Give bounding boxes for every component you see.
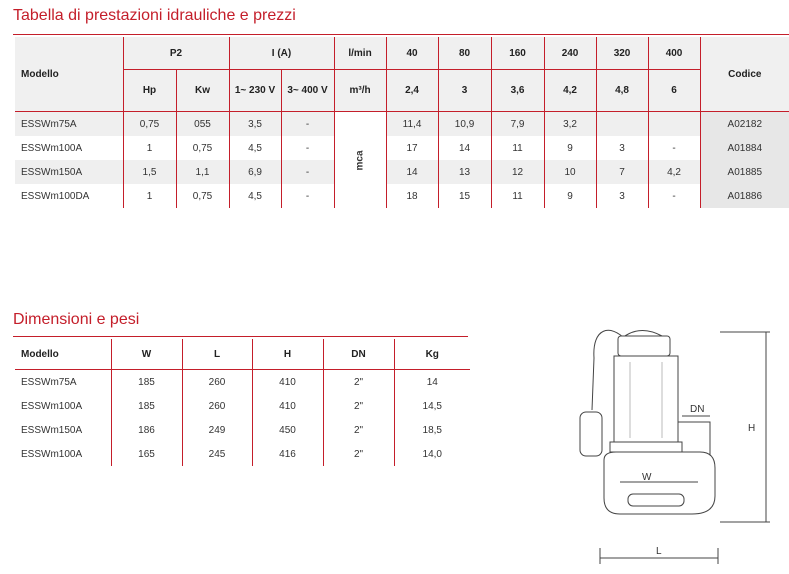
row-model: ESSWm100DA xyxy=(15,184,123,208)
header-flow-m3h: 3 xyxy=(438,70,491,112)
dim-kg: 14,5 xyxy=(422,400,442,412)
row-hp: 0,75 xyxy=(123,112,176,137)
row-kw: 1,1 xyxy=(176,160,229,184)
float-switch xyxy=(580,412,602,456)
row-head: 11 xyxy=(491,184,544,208)
header-flow-lmin: 320 xyxy=(596,37,648,70)
row-a1: 4,5 xyxy=(229,184,281,208)
row-head: 17 xyxy=(386,136,438,160)
row-head: 10,9 xyxy=(438,112,491,137)
row-a1: 3,5 xyxy=(229,112,281,137)
header-flow-m3h: 4,8 xyxy=(596,70,648,112)
dim-l: 245 xyxy=(182,442,252,466)
pump-drawing xyxy=(570,318,780,568)
dim-dn: 2" xyxy=(323,394,394,418)
table-row xyxy=(15,370,470,395)
row-head: 14 xyxy=(438,136,491,160)
dim-h: 410 xyxy=(252,394,323,418)
header-flow-m3h: 6 xyxy=(648,70,700,112)
row-head: 7,9 xyxy=(491,112,544,137)
header-lmin: l/min xyxy=(334,37,386,70)
dim-header-kg: Kg xyxy=(394,339,470,370)
performance-table xyxy=(15,37,789,208)
table-row xyxy=(15,394,470,418)
row-kw: 0,75 xyxy=(176,136,229,160)
row-a3: - xyxy=(281,184,334,208)
dim-kg: 18,5 xyxy=(422,424,442,436)
header-flow-m3h: 4,2 xyxy=(544,70,596,112)
row-code: A02182 xyxy=(700,112,789,137)
header-flow-m3h: 3,6 xyxy=(491,70,544,112)
dim-header-l: L xyxy=(182,339,252,370)
header-code: Codice xyxy=(700,37,789,112)
table-row xyxy=(15,418,470,442)
label-h: H xyxy=(748,423,756,434)
row-a1: 4,5 xyxy=(229,136,281,160)
header-kw: Kw xyxy=(176,70,229,112)
row-head: 9 xyxy=(544,184,596,208)
dim-l: 260 xyxy=(182,394,252,418)
header-current: I (A) xyxy=(229,37,334,70)
row-hp: 1,5 xyxy=(123,160,176,184)
row-model: ESSWm150A xyxy=(15,160,123,184)
dim-h: 416 xyxy=(252,442,323,466)
dimensions-title-rule xyxy=(13,336,468,337)
row-head: 3 xyxy=(596,136,648,160)
dim-header-h: H xyxy=(252,339,323,370)
row-a1: 6,9 xyxy=(229,160,281,184)
row-head: 9 xyxy=(544,136,596,160)
dim-dn: 2" xyxy=(323,370,394,395)
performance-title: Tabella di prestazioni idrauliche e prezzi xyxy=(13,7,296,24)
dim-w: 165 xyxy=(111,442,182,466)
row-head: 13 xyxy=(438,160,491,184)
row-kw: 055 xyxy=(176,112,229,137)
table-row xyxy=(15,136,789,160)
label-dn: DN xyxy=(690,404,705,415)
dimensions-title: Dimensioni e pesi xyxy=(13,311,140,328)
dim-header-w: W xyxy=(111,339,182,370)
row-head xyxy=(596,112,648,137)
header-p2: P2 xyxy=(123,37,229,70)
row-head: 3 xyxy=(596,184,648,208)
dim-dn: 2" xyxy=(323,442,394,466)
table-row xyxy=(15,442,470,466)
row-head: 11,4 xyxy=(386,112,438,137)
row-model: ESSWm100A xyxy=(15,136,123,160)
table-row xyxy=(15,184,789,208)
header-flow-lmin: 80 xyxy=(438,37,491,70)
table-row xyxy=(15,160,789,184)
dim-kg: 14 xyxy=(426,376,438,388)
row-head: - xyxy=(648,184,700,208)
header-flow-lmin: 400 xyxy=(648,37,700,70)
dim-dn: 2" xyxy=(323,418,394,442)
header-flow-m3h: 2,4 xyxy=(386,70,438,112)
row-code: A01886 xyxy=(700,184,789,208)
dim-model: ESSWm150A xyxy=(15,418,111,442)
dim-l: 249 xyxy=(182,418,252,442)
head-unit-label: mca xyxy=(354,149,366,171)
dim-model: ESSWm75A xyxy=(15,370,111,395)
dim-l: 260 xyxy=(182,370,252,395)
row-head: 15 xyxy=(438,184,491,208)
dim-w: 185 xyxy=(111,394,182,418)
row-head: 11 xyxy=(491,136,544,160)
row-hp: 1 xyxy=(123,136,176,160)
pump-base xyxy=(604,452,715,514)
dim-model: ESSWm100A xyxy=(15,442,111,466)
dim-h: 410 xyxy=(252,370,323,395)
header-flow-lmin: 40 xyxy=(386,37,438,70)
row-code: A01884 xyxy=(700,136,789,160)
table-row xyxy=(15,112,789,137)
label-w: W xyxy=(642,472,652,483)
header-model: Modello xyxy=(15,37,123,112)
row-model: ESSWm75A xyxy=(15,112,123,137)
performance-title-rule xyxy=(13,34,789,35)
dim-model: ESSWm100A xyxy=(15,394,111,418)
row-code: A01885 xyxy=(700,160,789,184)
row-a3: - xyxy=(281,160,334,184)
row-head: 10 xyxy=(544,160,596,184)
header-flow-lmin: 240 xyxy=(544,37,596,70)
row-head: 7 xyxy=(596,160,648,184)
header-hp: Hp xyxy=(123,70,176,112)
row-head: 12 xyxy=(491,160,544,184)
label-l: L xyxy=(656,546,662,557)
dim-h: 450 xyxy=(252,418,323,442)
pump-top-cap xyxy=(618,336,670,356)
dimensions-table xyxy=(15,339,470,466)
pump-motor-body xyxy=(614,356,678,442)
dim-w: 186 xyxy=(111,418,182,442)
row-a3: - xyxy=(281,112,334,137)
row-head: 18 xyxy=(386,184,438,208)
row-head: 3,2 xyxy=(544,112,596,137)
row-head: - xyxy=(648,136,700,160)
dim-kg: 14,0 xyxy=(422,448,442,460)
header-phase3: 3~ 400 V xyxy=(281,70,334,112)
header-phase1: 1~ 230 V xyxy=(229,70,281,112)
head-unit-cell xyxy=(334,112,386,209)
header-m3h: m³/h xyxy=(334,70,386,112)
header-flow-lmin: 160 xyxy=(491,37,544,70)
dim-header-dn: DN xyxy=(323,339,394,370)
row-head: 14 xyxy=(386,160,438,184)
pump-flange xyxy=(610,442,682,452)
row-head xyxy=(648,112,700,137)
row-kw: 0,75 xyxy=(176,184,229,208)
dim-header-model: Modello xyxy=(15,339,111,370)
row-a3: - xyxy=(281,136,334,160)
row-hp: 1 xyxy=(123,184,176,208)
dim-w: 185 xyxy=(111,370,182,395)
row-head: 4,2 xyxy=(648,160,700,184)
